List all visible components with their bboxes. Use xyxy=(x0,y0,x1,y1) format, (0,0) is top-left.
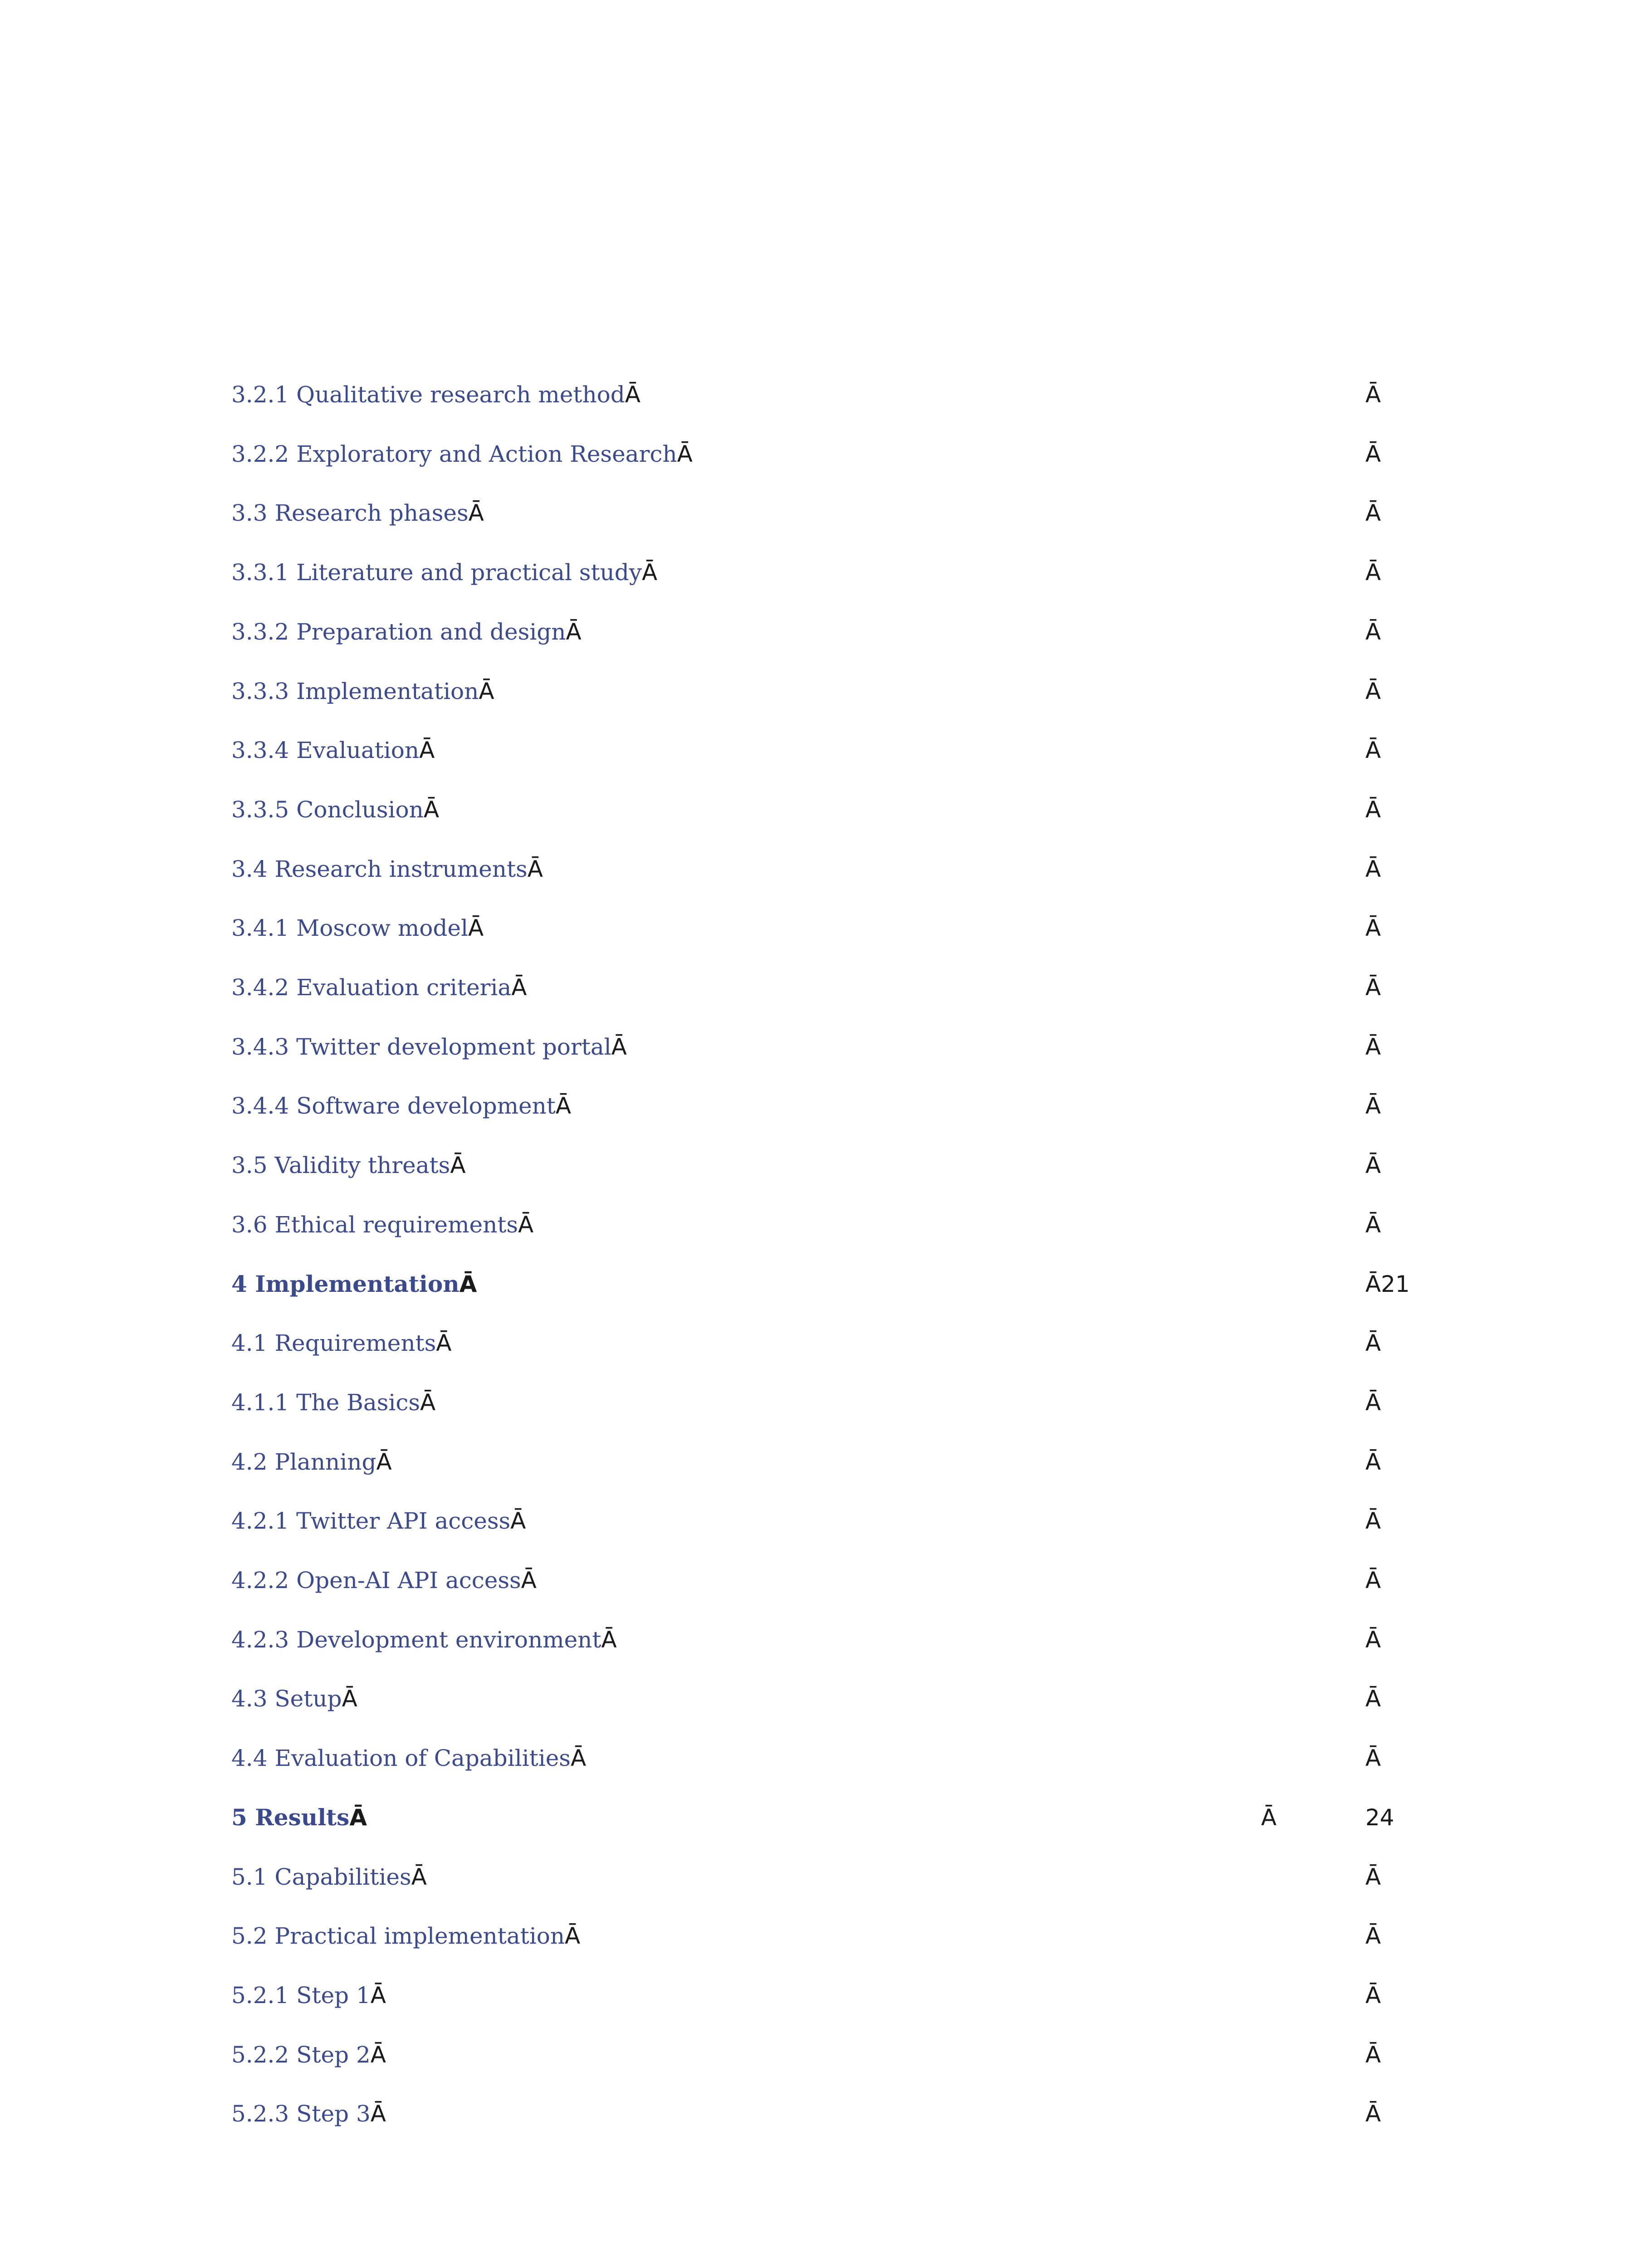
toc-entry-glyph: Ā xyxy=(642,559,658,586)
toc-entry-text: 3.4.1 Moscow model xyxy=(231,915,468,942)
toc-entry-title[interactable] xyxy=(231,1147,466,1183)
toc-entry[interactable] xyxy=(231,851,1456,887)
toc-entry-glyph: Ā xyxy=(411,1863,427,1890)
toc-entry-glyph: Ā xyxy=(555,1093,572,1119)
toc-entry-title[interactable] xyxy=(231,792,439,828)
toc-entry-title[interactable] xyxy=(231,1859,427,1895)
toc-entry-title[interactable] xyxy=(231,1681,357,1717)
toc-entry[interactable] xyxy=(231,614,1456,650)
toc-entry-glyph: Ā xyxy=(565,1923,581,1950)
toc-entry-title[interactable] xyxy=(231,2096,386,2132)
toc-entry[interactable] xyxy=(231,1029,1456,1065)
toc-entry-title[interactable] xyxy=(231,2037,386,2073)
toc-entry-title[interactable] xyxy=(231,1325,452,1361)
toc-entry-glyph: Ā xyxy=(611,1033,627,1060)
toc-entry-text: 3.5 Validity threats xyxy=(231,1152,450,1179)
toc-entry-glyph: Ā xyxy=(420,1389,436,1416)
toc-page-number: Ā xyxy=(1365,1863,1381,1890)
toc-entry[interactable] xyxy=(231,1444,1456,1480)
toc-page-number: Ā xyxy=(1365,737,1381,764)
toc-entry-text: 3.3 Research phases xyxy=(231,500,469,527)
toc-entry-text: 3.4.4 Software development xyxy=(231,1093,556,1119)
toc-entry-glyph: Ā xyxy=(479,678,494,704)
toc-page-number: Ā xyxy=(1365,381,1381,408)
toc-entry-text: 4.2 Planning xyxy=(231,1448,376,1475)
toc-page-number: Ā xyxy=(1365,2101,1381,2127)
toc-entry-text: 5.2.1 Step 1 xyxy=(231,1982,371,2009)
toc-entry-text: 5.1 Capabilities xyxy=(231,1863,411,1890)
toc-entry[interactable] xyxy=(231,1799,1456,1836)
toc-entry[interactable] xyxy=(231,495,1456,531)
toc-entry-text: 5.2.3 Step 3 xyxy=(231,2101,371,2127)
toc-entry-title[interactable] xyxy=(231,1503,526,1539)
toc-entry[interactable] xyxy=(231,1207,1456,1243)
toc-entry-glyph: Ā xyxy=(376,1448,392,1475)
toc-entry-title[interactable] xyxy=(231,614,582,650)
toc-entry-glyph: Ā xyxy=(436,1330,452,1357)
toc-entry-text: 4.4 Evaluation of Capabilities xyxy=(231,1745,571,1772)
toc-page-number: Ā21 xyxy=(1365,1271,1410,1297)
toc-entry[interactable] xyxy=(231,376,1456,413)
toc-page-number: Ā xyxy=(1365,1626,1381,1653)
toc-page-number: Ā xyxy=(1365,2041,1381,2068)
toc-page-number: Ā xyxy=(1365,1745,1381,1772)
toc-page-number: Ā xyxy=(1365,1686,1381,1712)
toc-entry-glyph: Ā xyxy=(468,500,484,527)
toc-entry-text: 3.4.2 Evaluation criteria xyxy=(231,974,512,1001)
toc-entry-glyph: Ā xyxy=(570,1745,587,1772)
toc-entry[interactable] xyxy=(231,1147,1456,1183)
toc-entry-text: 4.2.1 Twitter API access xyxy=(231,1508,511,1535)
toc-entry-glyph: Ā xyxy=(459,1271,477,1297)
toc-entry-title[interactable] xyxy=(231,851,543,887)
toc-entry-text: 4.3 Setup xyxy=(231,1686,342,1712)
toc-entry-text: 3.2.2 Exploratory and Action Research xyxy=(231,440,677,467)
toc-entry[interactable] xyxy=(231,1384,1456,1421)
toc-entry-glyph: Ā xyxy=(450,1152,466,1179)
toc-entry-title[interactable] xyxy=(231,1088,571,1124)
toc-entry-glyph: Ā xyxy=(677,440,693,467)
toc-entry-glyph: Ā xyxy=(349,1804,367,1831)
toc-entry-glyph: Ā xyxy=(625,381,640,408)
toc-entry-title[interactable] xyxy=(231,673,494,709)
toc-entry[interactable] xyxy=(231,673,1456,709)
toc-page-number: Ā xyxy=(1365,915,1381,942)
toc-page-number: Ā xyxy=(1365,1448,1381,1475)
toc-entry-title[interactable] xyxy=(231,376,640,413)
toc-entry[interactable] xyxy=(231,1088,1456,1124)
toc-page-number: 24 xyxy=(1365,1804,1394,1831)
toc-entry[interactable] xyxy=(231,1266,1456,1302)
toc-entry-text: 5.2 Practical implementation xyxy=(231,1923,565,1950)
toc-page-number: Ā xyxy=(1365,1033,1381,1060)
toc-entry-text: 3.4 Research instruments xyxy=(231,855,528,882)
toc-entry[interactable] xyxy=(231,1325,1456,1361)
toc-entry[interactable] xyxy=(231,732,1456,768)
toc-entry[interactable] xyxy=(231,436,1456,472)
toc-entry-title[interactable] xyxy=(231,1799,367,1836)
toc-entry[interactable] xyxy=(231,1740,1456,1776)
toc-entry-glyph: Ā xyxy=(342,1686,357,1712)
toc-entry-title[interactable] xyxy=(231,1740,586,1776)
toc-entry[interactable] xyxy=(231,1503,1456,1539)
toc-page-number: Ā xyxy=(1365,1982,1381,2009)
toc-page-number: Ā xyxy=(1365,500,1381,527)
toc-entry[interactable] xyxy=(231,1977,1456,2014)
toc-page-number: Ā xyxy=(1365,678,1381,704)
toc-page-number: Ā xyxy=(1365,618,1381,645)
toc-entry-title[interactable] xyxy=(231,910,484,946)
toc-entry-title[interactable] xyxy=(231,1207,533,1243)
toc-page-number: Ā xyxy=(1365,1508,1381,1535)
toc-entry-title[interactable] xyxy=(231,1266,477,1302)
toc-page-number: Ā xyxy=(1365,796,1381,823)
toc-entry-title[interactable] xyxy=(231,1622,617,1658)
toc-page-number: Ā xyxy=(1365,855,1381,882)
toc-page-number: Ā xyxy=(1365,1330,1381,1357)
toc-entry-glyph: Ā xyxy=(419,737,435,764)
toc-entry[interactable] xyxy=(231,554,1456,591)
toc-entry-title[interactable] xyxy=(231,969,527,1006)
toc-entry-text: 4.2.3 Development environment xyxy=(231,1626,601,1653)
toc-entry-glyph: Ā xyxy=(601,1626,617,1653)
toc-entry[interactable] xyxy=(231,792,1456,828)
toc-entry-title[interactable] xyxy=(231,1029,627,1065)
toc-entry[interactable] xyxy=(231,1918,1456,1954)
toc-entry[interactable] xyxy=(231,1859,1456,1895)
toc-entry-title[interactable] xyxy=(231,554,657,591)
toc-entry-text: 3.2.1 Qualitative research method xyxy=(231,381,625,408)
toc-entry[interactable] xyxy=(231,1562,1456,1598)
toc-entry-glyph: Ā xyxy=(521,1567,537,1593)
toc-entry-text: 5.2.2 Step 2 xyxy=(231,2041,371,2068)
toc-entry[interactable] xyxy=(231,1681,1456,1717)
toc-entry-glyph: Ā xyxy=(370,2041,386,2068)
toc-entry[interactable] xyxy=(231,910,1456,946)
toc-entry-title[interactable] xyxy=(231,1918,580,1954)
toc-entry-glyph: Ā xyxy=(370,2101,386,2127)
toc-entry-text: 5 Results xyxy=(231,1804,350,1831)
toc-entry-glyph: Ā xyxy=(566,618,582,645)
toc-entry-glyph: Ā xyxy=(423,796,440,823)
toc-entry-glyph: Ā xyxy=(510,1508,526,1535)
toc-entry-text: 4 Implementation xyxy=(231,1270,460,1297)
toc-entry-text: 4.1.1 The Basics xyxy=(231,1389,420,1416)
toc-page-number: Ā xyxy=(1365,1211,1381,1238)
toc-entry-glyph: Ā xyxy=(518,1211,534,1238)
toc-page-number: Ā xyxy=(1365,1152,1381,1179)
toc-page-number: Ā xyxy=(1365,1923,1381,1950)
toc-entry-title[interactable] xyxy=(231,1977,386,2014)
toc-entry[interactable] xyxy=(231,2037,1456,2073)
toc-entry-text: 3.4.3 Twitter development portal xyxy=(231,1033,611,1060)
toc-entry-glyph: Ā xyxy=(468,915,484,942)
toc-entry-text: 3.3.5 Conclusion xyxy=(231,796,424,823)
toc-entry-title[interactable] xyxy=(231,495,484,531)
toc-page-number: Ā xyxy=(1365,440,1381,467)
toc-entry-text: 3.3.1 Literature and practical study xyxy=(231,559,642,586)
toc-entry-text: 4.1 Requirements xyxy=(231,1330,436,1357)
toc-entry-glyph: Ā xyxy=(527,855,543,882)
toc-entry-title[interactable] xyxy=(231,1444,392,1480)
toc-page-number: Ā xyxy=(1365,1093,1381,1119)
toc-entry-glyph: Ā xyxy=(370,1982,386,2009)
toc-page-number: Ā xyxy=(1365,1567,1381,1593)
toc-entry-text: 3.6 Ethical requirements xyxy=(231,1211,518,1238)
toc-page-number: Ā xyxy=(1365,559,1381,586)
toc-page-number: Ā xyxy=(1365,1389,1381,1416)
toc-entry-glyph: Ā xyxy=(511,974,527,1001)
toc-entry-leader: Ā xyxy=(1261,1804,1277,1831)
toc-page-number: Ā xyxy=(1365,974,1381,1001)
toc-entry-text: 3.3.4 Evaluation xyxy=(231,737,420,764)
toc-entry[interactable] xyxy=(231,2096,1456,2132)
toc-entry-text: 3.3.3 Implementation xyxy=(231,678,479,704)
toc-entry-text: 3.3.2 Preparation and design xyxy=(231,618,566,645)
toc-entry-title[interactable] xyxy=(231,436,693,472)
toc-entry-text: 4.2.2 Open-AI API access xyxy=(231,1567,521,1593)
toc-entry-title[interactable] xyxy=(231,732,435,768)
toc-entry[interactable] xyxy=(231,1622,1456,1658)
toc-entry[interactable] xyxy=(231,969,1456,1006)
toc-entry-title[interactable] xyxy=(231,1384,435,1421)
toc-entry-title[interactable] xyxy=(231,1562,537,1598)
